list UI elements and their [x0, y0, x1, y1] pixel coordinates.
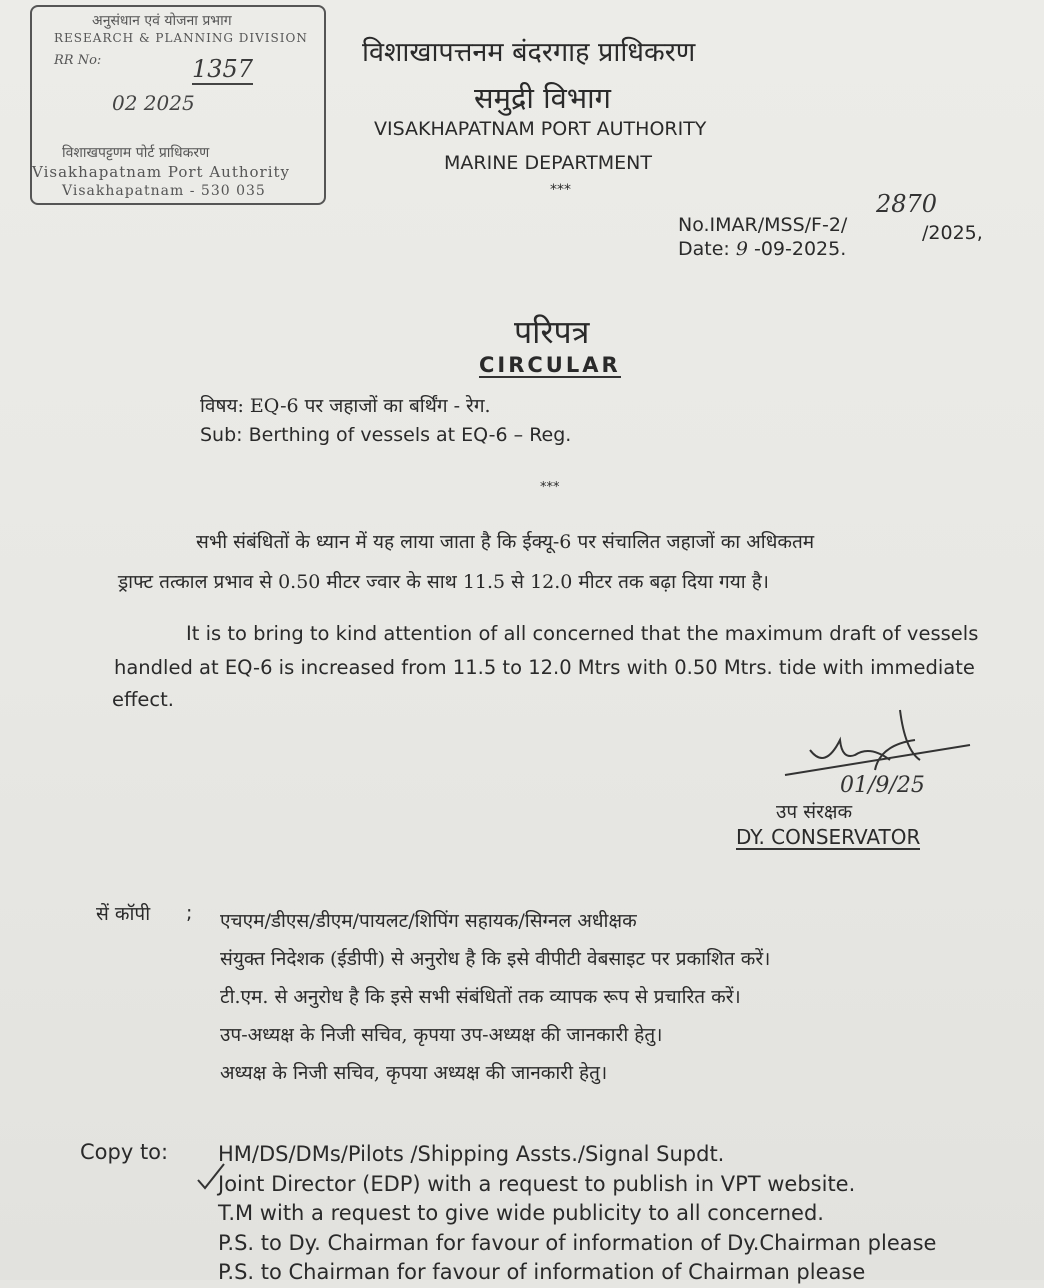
- header-separator: ***: [550, 182, 571, 198]
- copy-hindi-item: संयुक्त निदेशक (ईडीपी) से अनुरोध है कि इसे वीपीटी वेबसाइट पर प्रकाशित करें।: [220, 948, 771, 970]
- subject-english: Sub: Berthing of vessels at EQ-6 – Reg.: [200, 424, 572, 446]
- header-english-department: MARINE DEPARTMENT: [444, 152, 652, 174]
- copy-hindi-item: एचएम/डीएस/डीएम/पायलट/शिपिंग सहायक/सिग्नल अधीक्षक: [220, 910, 637, 932]
- stamp-hindi-authority: विशाखपट्टणम पोर्ट प्राधिकरण: [62, 145, 210, 161]
- copy-hindi-item: टी.एम. से अनुरोध है कि इसे सभी संबंधितों तक व्यापक रूप से प्रचारित करें।: [220, 986, 741, 1008]
- body-hindi-line-1: सभी संबंधितों के ध्यान में यह लाया जाता है कि ईक्यू-6 पर संचालित जहाजों का अधिकतम: [196, 531, 815, 553]
- copy-hindi-item: अध्यक्ष के निजी सचिव, कृपया अध्यक्ष की जानकारी हेतु।: [220, 1062, 608, 1084]
- reference-number-year: /2025,: [922, 222, 983, 244]
- copy-english-item: Joint Director (EDP) with a request to publish in VPT website.: [218, 1171, 856, 1196]
- copy-english-label: Copy to:: [80, 1140, 169, 1164]
- received-stamp: [30, 5, 326, 205]
- copy-english-item: HM/DS/DMs/Pilots /Shipping Assts./Signal Supdt.: [218, 1142, 725, 1166]
- designation-english: DY. CONSERVATOR: [736, 825, 921, 849]
- copy-hindi-label: सें कॉपी: [96, 903, 151, 925]
- copy-hindi-colon: ;: [186, 902, 193, 924]
- copy-english-item: P.S. to Dy. Chairman for favour of information of Dy.Chairman please: [218, 1230, 937, 1255]
- reference-date-day: 9: [735, 238, 748, 260]
- stamp-date: 02 2025: [112, 91, 195, 115]
- copy-hindi-list: [220, 902, 770, 1092]
- signature-stroke: [785, 710, 970, 775]
- copy-english-list: [218, 1140, 936, 1288]
- header-hindi-department: समुद्री विभाग: [474, 81, 611, 115]
- reference-date-rest: -09-2025.: [747, 238, 847, 260]
- reference-date: [678, 238, 846, 260]
- title-hindi: परिपत्र: [514, 313, 590, 351]
- copy-english-item: P.S. to Chairman for favour of information of Chairman please: [218, 1260, 866, 1284]
- body-english-line-2: handled at EQ-6 is increased from 11.5 to 12.0 Mtrs with 0.50 Mtrs. tide with immediate: [114, 656, 975, 679]
- body-english-line-1: It is to bring to kind attention of all concerned that the maximum draft of vessels: [186, 622, 979, 645]
- copy-hindi-item: उप-अध्यक्ष के निजी सचिव, कृपया उप-अध्यक्ष की जानकारी हेतु।: [220, 1024, 663, 1046]
- stamp-english-authority: Visakhapatnam Port Authority: [32, 163, 291, 181]
- copy-english-item: T.M with a request to give wide publicity to all concerned.: [218, 1201, 824, 1225]
- stamp-english-division: RESEARCH & PLANNING DIVISION: [54, 31, 308, 45]
- header-english-title: VISAKHAPATNAM PORT AUTHORITY: [374, 118, 707, 140]
- designation-hindi: उप संरक्षक: [776, 801, 853, 823]
- title-english: CIRCULAR: [479, 353, 621, 377]
- reference-number-prefix: No.IMAR/MSS/F-2/: [678, 214, 848, 236]
- subject-separator: ***: [540, 480, 560, 495]
- stamp-rr-number: 1357: [192, 55, 254, 83]
- signature: [780, 700, 980, 800]
- stamp-address: Visakhapatnam - 530 035: [62, 183, 266, 199]
- reference-date-label: Date:: [678, 238, 736, 260]
- subject-hindi: विषय: EQ-6 पर जहाजों का बर्थिंग - रेग.: [200, 395, 491, 417]
- stamp-hindi-division: अनुसंधान एवं योजना प्रभाग: [92, 13, 232, 29]
- signature-date: 01/9/25: [840, 773, 925, 798]
- header-hindi-title: विशाखापत्तनम बंदरगाह प्राधिकरण: [362, 37, 696, 68]
- stamp-rr-label: RR No:: [54, 53, 102, 68]
- body-hindi-line-2: ड्राफ्ट तत्काल प्रभाव से 0.50 मीटर ज्वार के साथ 11.5 से 12.0 मीटर तक बढ़ा दिया गया है।: [118, 571, 770, 593]
- reference-number-handwritten: 2870: [876, 190, 938, 218]
- body-english-line-3: effect.: [112, 688, 174, 711]
